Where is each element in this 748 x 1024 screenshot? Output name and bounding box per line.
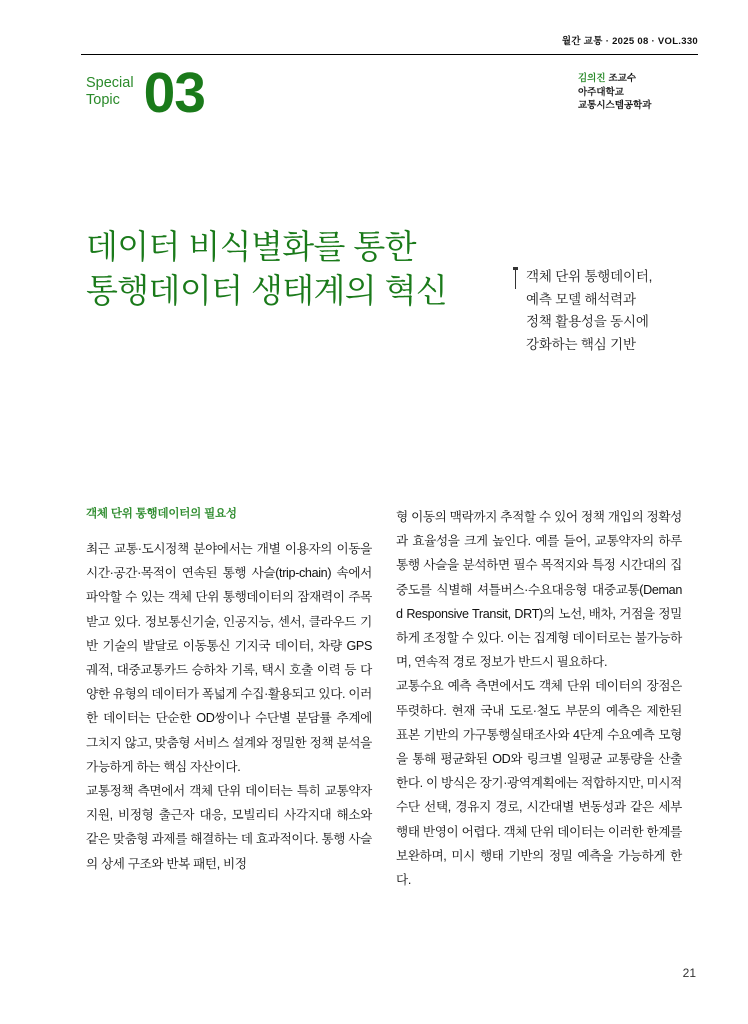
article-title-line2: 통행데이터 생태계의 혁신 xyxy=(86,272,448,310)
body-column-left xyxy=(86,537,372,876)
article-subtitle-line2: 예측 모델 해석력과 xyxy=(526,291,636,307)
body-paragraph: 교통수요 예측 측면에서도 객체 단위 데이터의 장점은 뚜렷하다. 현재 국내 도로·철도 부문의 예측은 제한된 표본 기반의 가구통행실태조사와 4단계 수요예측 모형을 통해 평균화된 OD와 링크별 일평균 교통량을 산출한다. 이 방식은 장기·광역계획에는 적합하지만, 미시적 수단 선택, 경유지 경로, 시간대별 변동성과 같은 세부 행태 반영이 어렵다. 객체 단위 데이터는 이러한 한계를 보완하며, 미시 행태 기반의 정밀 예측을 가능하게 한다. xyxy=(396,679,682,888)
section-heading: 객체 단위 통행데이터의 필요성 xyxy=(86,508,237,520)
body-paragraph: 형 이동의 맥락까지 추적할 수 있어 정책 개입의 정확성과 효율성을 크게 높인다. 예를 들어, 교통약자의 하루 통행 사슬을 분석하면 필수 목적지와 특정 시간대의 집중도를 식별해 셔틀버스·수요대응형 대중교통(Demand Responsive Transit, DRT)의 노선, 배차, 거점을 정밀하게 조정할 수 있다. 이는 집계형 데이터로는 불가능하며, 연속적 경로 정보가 반드시 필요하다. xyxy=(396,510,682,670)
author-name: 김의진 xyxy=(578,73,606,84)
special-topic-label-line1: Special xyxy=(86,74,134,91)
author-affiliation-university: 아주대학교 xyxy=(578,86,624,98)
body-paragraph: 교통정책 측면에서 객체 단위 데이터는 특히 교통약자 지원, 비정형 출근자 대응, 모빌리티 사각지대 해소와 같은 맞춤형 과제를 해결하는 데 효과적이다. 통행 사슬의 상세 구조와 반복 패턴, 비정 xyxy=(86,784,372,871)
special-topic-block xyxy=(86,61,205,125)
special-topic-number: 03 xyxy=(143,61,205,125)
page-number: 21 xyxy=(682,966,696,980)
author-block xyxy=(578,72,698,113)
article-subtitle-line1: 객체 단위 통행데이터, xyxy=(526,269,653,284)
body-paragraph: 최근 교통·도시정책 분야에서는 개별 이용자의 이동을 시간·공간·목적이 연속된 통행 사슬(trip-chain) 속에서 파악할 수 있는 객체 단위 통행데이터의 잠재력이 주목받고 있다. 정보통신기술, 인공지능, 센서, 클라우드 기반 기술의 발달로 이동통신 기지국 데이터, 차량 GPS 궤적, 대중교통카드 승하차 기록, 택시 호출 이력 등 다양한 유형의 데이터가 폭넓게 수집·활용되고 있다. 이러한 데이터는 단순한 OD쌍이나 수단별 분담률 추계에 그치지 않고, 맞춤형 서비스 설계와 정밀한 정책 분석을 가능하게 하는 핵심 자산이다. xyxy=(86,542,372,774)
special-topic-label xyxy=(86,75,134,112)
author-name-row xyxy=(578,72,698,86)
body-column-right xyxy=(396,505,682,892)
article-title xyxy=(86,225,447,313)
article-subtitle-line4: 강화하는 핵심 기반 xyxy=(526,336,636,352)
header-divider xyxy=(81,54,698,55)
special-topic-label-line2: Topic xyxy=(86,91,120,108)
article-subtitle-line3: 정책 활용성을 동시에 xyxy=(526,314,649,329)
author-affiliation-department: 교통시스템공학과 xyxy=(578,100,652,111)
article-subtitle-block xyxy=(512,266,652,356)
subtitle-bracket-icon xyxy=(512,267,519,289)
author-rank: 조교수 xyxy=(608,73,637,84)
article-title-line1: 데이터 비식별화를 통한 xyxy=(86,228,416,266)
running-head: 월간 교통 · 2025 08 · VOL.330 xyxy=(561,36,698,47)
article-subtitle xyxy=(526,266,652,356)
